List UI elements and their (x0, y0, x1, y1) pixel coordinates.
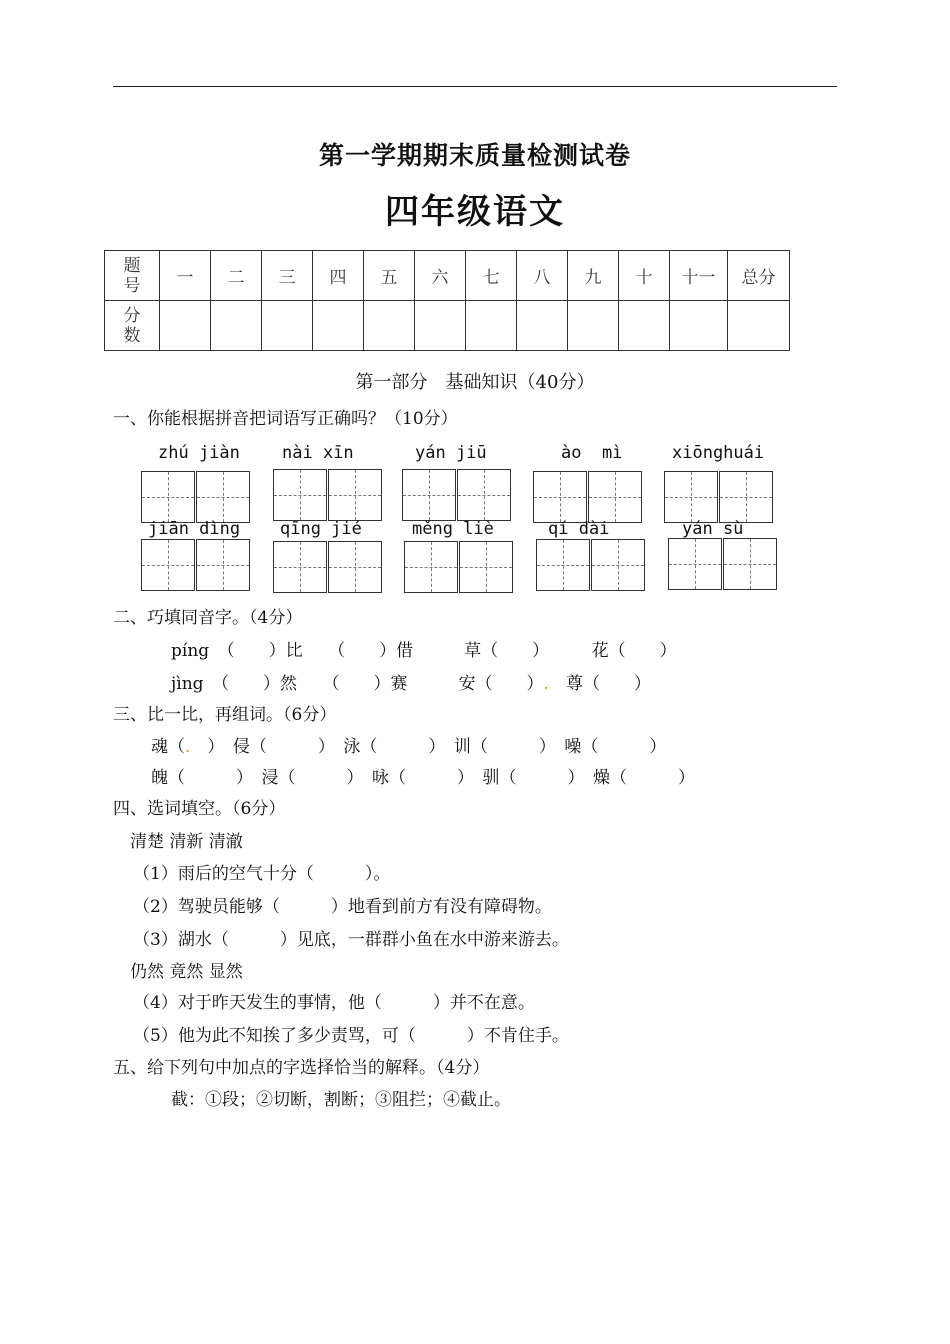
q3-line2: 魄（ ） 浸（ ） 咏（ ） 驯（ ） 燥（ ） (151, 768, 695, 788)
pinyin-label: jiān dìng (148, 519, 241, 539)
exam-title: 第一学期期末质量检测试卷 (318, 141, 631, 170)
q3-prompt: 三、比一比，再组词。（6分） (113, 705, 337, 725)
pinyin-label: qīng jié (280, 519, 362, 539)
q4-word-choices-1: 清楚 清新 清澈 (130, 832, 243, 852)
pinyin-label: qí dài (548, 519, 610, 539)
score-cell[interactable] (364, 301, 415, 351)
q2-line2-text: jìng （ ）然 （ ）赛 安（ ） (171, 674, 544, 694)
q4-sentence-2: （2）驾驶员能够（ ）地看到前方有没有障碍物。 (133, 897, 552, 917)
pinyin-label: nài xīn (282, 443, 354, 463)
emphasis-dot: . (185, 737, 191, 757)
pinyin-label: xiōnghuái (672, 443, 765, 463)
writing-grid-cell[interactable] (273, 469, 327, 521)
writing-grid-cell[interactable] (328, 541, 382, 593)
score-cell[interactable] (211, 301, 262, 351)
score-cell-total[interactable] (728, 301, 790, 351)
q4-sentence-4: （4）对于昨天发生的事情，他（ ）并不在意。 (133, 993, 535, 1013)
writing-grid-cell[interactable] (196, 539, 250, 591)
col-header-total: 总分 (728, 251, 790, 301)
writing-grid-cell[interactable] (141, 539, 195, 591)
col-header: 八 (517, 251, 568, 301)
score-table (104, 250, 790, 351)
emphasis-dot: . (543, 674, 549, 694)
q2-prompt: 二、巧填同音字。（4分） (113, 608, 303, 628)
row-label-score: 分 数 (105, 301, 160, 351)
q2-line1: píng （ ）比 （ ）借 草（ ） 花（ ） (171, 641, 677, 661)
col-header: 十 (619, 251, 670, 301)
writing-grid-cell[interactable] (328, 469, 382, 521)
score-cell[interactable] (160, 301, 211, 351)
col-header: 三 (262, 251, 313, 301)
writing-grid-cell[interactable] (588, 471, 642, 523)
score-table-score-row (105, 301, 790, 351)
writing-grid-cell[interactable] (196, 471, 250, 523)
q3-line1-rest: ） 侵（ ） 泳（ ） 训（ ） 噪（ ） (190, 737, 667, 757)
col-header: 五 (364, 251, 415, 301)
col-header: 一 (160, 251, 211, 301)
q2-line2-rest: 尊（ ） (548, 674, 651, 694)
top-rule (113, 86, 837, 87)
col-header: 九 (568, 251, 619, 301)
score-cell[interactable] (619, 301, 670, 351)
writing-grid-cell[interactable] (404, 541, 458, 593)
pinyin-label: yán sù (682, 519, 744, 539)
writing-grid-cell[interactable] (664, 471, 718, 523)
score-cell[interactable] (415, 301, 466, 351)
writing-grid-cell[interactable] (402, 469, 456, 521)
score-cell[interactable] (313, 301, 364, 351)
q1-prompt: 一、你能根据拼音把词语写正确吗？（10分） (113, 409, 458, 429)
score-cell[interactable] (466, 301, 517, 351)
q5-definition: 截：①段；②切断，割断；③阻拦；④截止。 (171, 1090, 511, 1110)
writing-grid-cell[interactable] (533, 471, 587, 523)
q4-sentence-1: （1）雨后的空气十分（ ）。 (133, 864, 391, 884)
q4-sentence-3: （3）湖水（ ）见底，一群群小鱼在水中游来游去。 (133, 930, 569, 950)
writing-grid-cell[interactable] (459, 541, 513, 593)
writing-grid-cell[interactable] (591, 539, 645, 591)
row-label-question-number: 题 号 (105, 251, 160, 301)
col-header: 六 (415, 251, 466, 301)
q4-word-choices-2: 仍然 竟然 显然 (130, 962, 243, 982)
writing-grid-cell[interactable] (723, 538, 777, 590)
q4-prompt: 四、选词填空。（6分） (113, 799, 286, 819)
writing-grid-cell[interactable] (273, 541, 327, 593)
writing-grid-cell[interactable] (668, 538, 722, 590)
score-table-header-row (105, 251, 790, 301)
exam-subtitle: 四年级语文 (385, 192, 565, 232)
pinyin-label: yán jiū (415, 443, 487, 463)
score-cell[interactable] (262, 301, 313, 351)
score-cell[interactable] (517, 301, 568, 351)
q5-prompt: 五、给下列句中加点的字选择恰当的解释。（4分） (113, 1058, 490, 1078)
score-cell[interactable] (670, 301, 728, 351)
col-header: 四 (313, 251, 364, 301)
q4-sentence-5: （5）他为此不知挨了多少责骂，可（ ）不肯住手。 (133, 1026, 569, 1046)
score-cell[interactable] (568, 301, 619, 351)
writing-grid-cell[interactable] (719, 471, 773, 523)
col-header: 十一 (670, 251, 728, 301)
pinyin-label: měng liè (412, 519, 494, 539)
pinyin-label: zhú jiàn (158, 443, 240, 463)
col-header: 七 (466, 251, 517, 301)
writing-grid-cell[interactable] (536, 539, 590, 591)
writing-grid-cell[interactable] (141, 471, 195, 523)
pinyin-label: ào mì (561, 443, 623, 463)
col-header: 二 (211, 251, 262, 301)
writing-grid-cell[interactable] (457, 469, 511, 521)
q2-line2 (171, 669, 651, 694)
q3-line1-text: 魂（ (151, 737, 185, 757)
q3-line1 (151, 732, 666, 757)
part1-heading: 第一部分 基础知识（40分） (355, 372, 595, 393)
